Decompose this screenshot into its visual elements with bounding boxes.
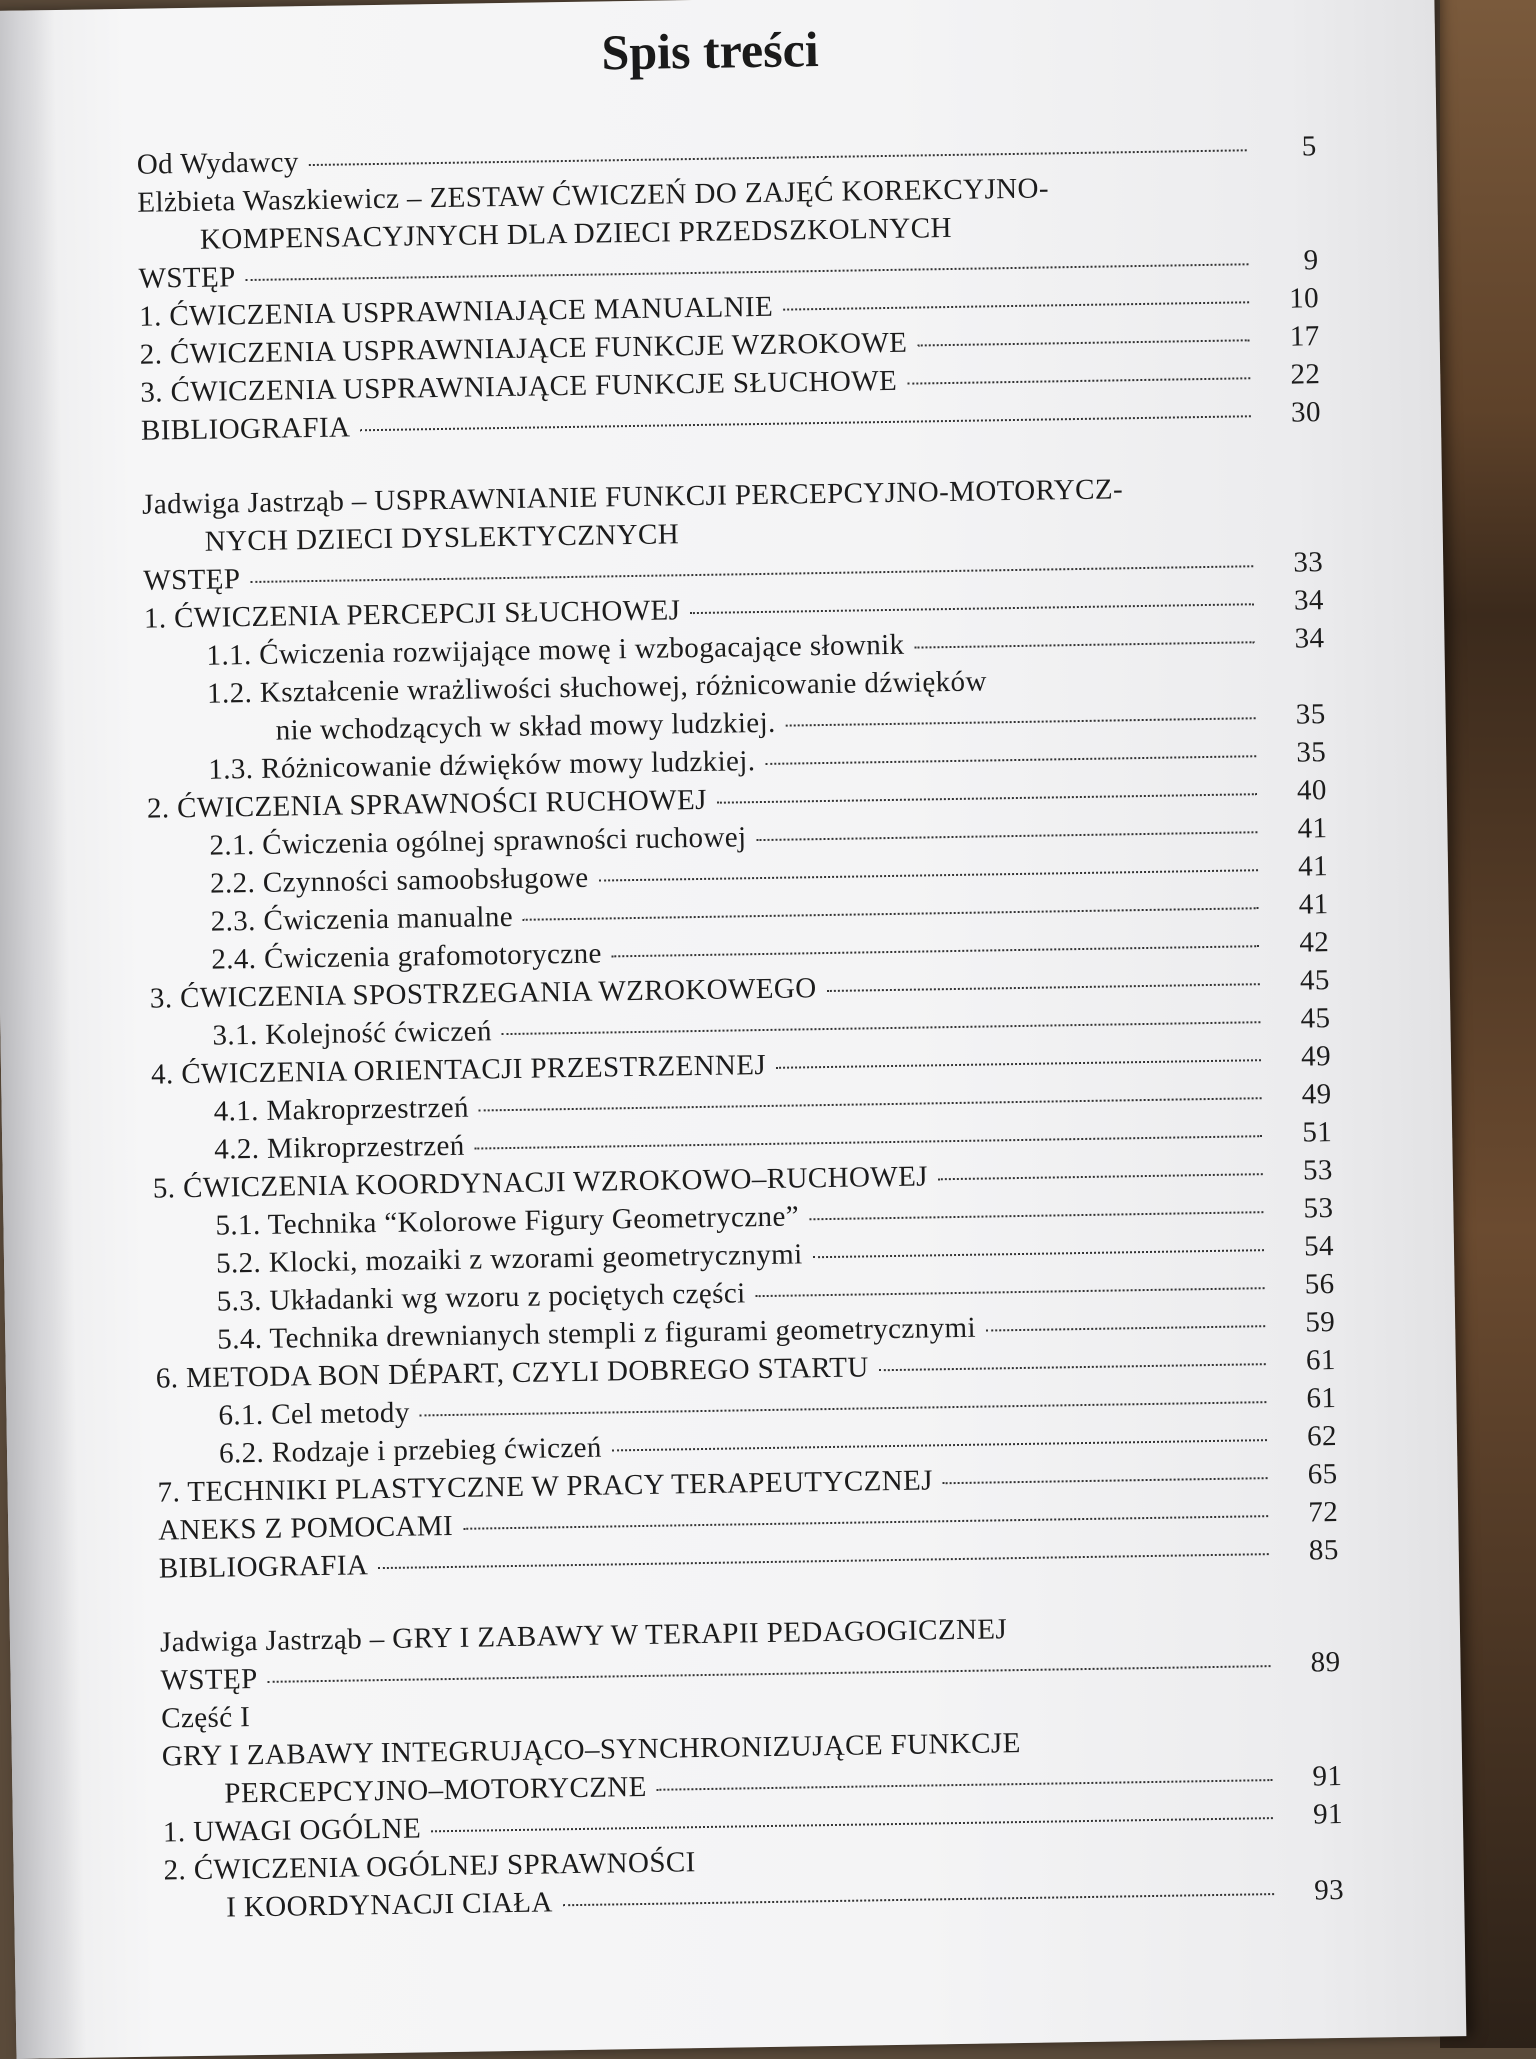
dot-leader — [523, 907, 1259, 921]
toc-entry-title: 2.3. Ćwiczenia manualne — [210, 900, 514, 938]
toc-entry-title: Jadwiga Jastrząb – GRY I ZABAWY W TERAPII PEDAGOGICZNEJ — [159, 1613, 1008, 1659]
toc-entry-page-number — [1262, 495, 1322, 496]
toc-entry-title: Od Wydawcy — [136, 146, 300, 181]
toc-entry-title: 2. ĆWICZENIA OGÓLNEJ SPRAWNOŚCI — [163, 1846, 696, 1887]
toc-entry-page-number: 9 — [1303, 244, 1319, 277]
toc-entry-title: nie wchodzących w skład mowy ludzkiej. — [275, 706, 776, 747]
dot-leader — [309, 149, 1247, 166]
toc-entry-page-number — [1263, 533, 1323, 534]
toc-entry-title: 1. ĆWICZENIA USPRAWNIAJĄCE MANUALNIE — [138, 290, 774, 333]
toc-entry-title: 5.4. Technika drewnianych stempli z figurami geometrycznymi — [217, 1311, 977, 1356]
dot-leader — [765, 755, 1256, 765]
toc-entry-title: 3.1. Kolejność ćwiczeń — [212, 1015, 493, 1052]
toc-entry-title: Elżbieta Waszkiewicz – ZESTAW ĆWICZEŃ DO ZAJĘĆ KOREKCYJNO- — [137, 172, 1050, 219]
toc-entry-title: BIBLIOGRAFIA — [140, 411, 351, 447]
toc-entry-title: 1. UWAGI OGÓLNE — [162, 1812, 422, 1849]
toc-entry-page-number: 72 — [1308, 1496, 1339, 1529]
toc-entry-page-number: 33 — [1293, 546, 1324, 579]
dot-leader — [783, 301, 1249, 310]
toc-entry-title: 1.1. Ćwiczenia rozwijające mowę i wzbogacające słownik — [206, 628, 905, 672]
dot-leader — [907, 377, 1250, 384]
toc-entry-page-number: 17 — [1289, 320, 1320, 353]
dot-leader — [757, 831, 1258, 841]
toc-entry-title: 4.2. Mikroprzestrzeń — [214, 1129, 465, 1166]
dot-leader — [599, 869, 1258, 881]
toc-entry-title: WSTĘP — [138, 261, 236, 295]
toc-entry-page-number: 53 — [1302, 1154, 1334, 1187]
toc-entry-title: Jadwiga Jastrząb – USPRAWNIANIE FUNKCJI PERCEPCYJNO-MOTORYCZ- — [141, 473, 1124, 521]
toc-entry-page-number — [1258, 231, 1318, 232]
dot-leader — [420, 1401, 1267, 1416]
toc-entry-title: 2. ĆWICZENIA USPRAWNIAJĄCE FUNKCJE WZROKOWE — [139, 326, 908, 371]
dot-leader — [463, 1515, 1268, 1530]
toc-entry-title: 1.2. Kształcenie wrażliwości słuchowej, różnicowanie dźwięków — [206, 665, 988, 710]
dot-leader — [360, 415, 1250, 431]
dot-leader — [479, 1097, 1262, 1111]
toc-entry-page-number: 93 — [1313, 1873, 1345, 1907]
toc-entry-page-number — [1281, 1709, 1341, 1710]
dot-leader — [986, 1325, 1265, 1331]
toc-entry-title: 5.2. Klocki, mozaiki z wzorami geometrycznymi — [215, 1238, 803, 1280]
toc-entry-page-number: 56 — [1304, 1268, 1335, 1301]
toc-entry-page-number — [1284, 1861, 1344, 1862]
toc-entry-page-number: 35 — [1295, 698, 1326, 731]
dot-leader — [690, 603, 1254, 614]
toc-entry-title: 1.3. Różnicowanie dźwięków mowy ludzkiej. — [208, 745, 756, 786]
dot-leader — [612, 945, 1259, 957]
toc-entry-title: I KOORDYNACJI CIAŁA — [225, 1886, 554, 1924]
dot-leader — [378, 1553, 1268, 1569]
toc-entry-title: 5.1. Technika “Kolorowe Figury Geometryczne” — [215, 1200, 800, 1242]
toc-entry-title: WSTĘP — [160, 1663, 258, 1697]
dot-leader — [657, 1779, 1273, 1791]
toc-entry-page-number: 62 — [1306, 1420, 1338, 1453]
toc-entry-page-number: 22 — [1290, 358, 1321, 391]
toc-entry-title: 6.2. Rodzaje i przebieg ćwiczeń — [218, 1431, 603, 1470]
toc-entry-title: 6. METODA BON DÉPART, CZYLI DOBREGO STARTU — [155, 1351, 869, 1395]
toc-entry-title: 4.1. Makroprzestrzeń — [213, 1091, 470, 1128]
dot-leader — [268, 1665, 1271, 1683]
dot-leader — [943, 1477, 1268, 1484]
toc-entry-title: 2.4. Ćwiczenia grafomotoryczne — [211, 937, 602, 976]
toc-entry-page-number: 59 — [1305, 1306, 1336, 1339]
dot-leader — [879, 1363, 1266, 1371]
toc-entry-page-number — [1280, 1633, 1340, 1634]
dot-leader — [612, 1439, 1267, 1451]
toc-entry-title: 2. ĆWICZENIA SPRAWNOŚCI RUCHOWEJ — [146, 783, 707, 825]
dot-leader — [786, 717, 1256, 726]
toc-entry-title: NYCH DZIECI DYSLEKTYCZNYCH — [204, 518, 680, 558]
dot-leader — [502, 1021, 1261, 1035]
dot-leader — [914, 641, 1254, 648]
toc-entry-page-number: 10 — [1288, 282, 1320, 315]
toc-entry-page-number: 41 — [1297, 850, 1329, 883]
toc-entry-page-number: 30 — [1290, 396, 1322, 429]
toc-entry-title: 6.1. Cel metody — [218, 1396, 410, 1432]
toc-entry-page-number: 91 — [1312, 1798, 1344, 1831]
toc-entry-title: 7. TECHNIKI PLASTYCZNE W PRACY TERAPEUTYCZNEJ — [157, 1464, 934, 1509]
toc-entry-page-number: 41 — [1298, 888, 1329, 921]
toc-entry-title: Część I — [160, 1701, 251, 1735]
toc-entry-page-number: 34 — [1293, 584, 1325, 617]
toc-entry-page-number: 35 — [1296, 736, 1327, 769]
toc-entry-title: 5. ĆWICZENIA KOORDYNACJI WZROKOWO–RUCHOWEJ — [152, 1160, 929, 1205]
dot-leader — [717, 793, 1257, 803]
toc-entry-title: 2.2. Czynności samoobsługowe — [209, 861, 589, 900]
toc-entry-page-number: 34 — [1294, 622, 1325, 655]
page-spine-shadow — [0, 10, 87, 2059]
dot-leader — [813, 1249, 1264, 1258]
dot-leader — [756, 1287, 1265, 1297]
dot-leader — [917, 339, 1249, 346]
dot-leader — [827, 983, 1260, 992]
dot-leader — [475, 1135, 1263, 1149]
toc-entry-page-number: 51 — [1302, 1116, 1333, 1149]
toc-entry-page-number: 65 — [1307, 1458, 1338, 1491]
dot-leader — [246, 263, 1249, 281]
toc-entry-title: BIBLIOGRAFIA — [158, 1549, 369, 1585]
dot-leader — [431, 1817, 1273, 1832]
toc-entry-title: 5.3. Układanki wg wzoru z pociętych części — [216, 1277, 746, 1318]
toc-entry-title: PERCEPCYJNO–MOTORYCZNE — [224, 1770, 647, 1810]
page-title: Spis treści — [601, 21, 820, 81]
toc-entry-page-number — [1265, 685, 1325, 686]
toc-entry-page-number: 91 — [1312, 1760, 1343, 1793]
toc-entry-page-number — [1257, 193, 1317, 194]
toc-entry-page-number: 45 — [1299, 964, 1331, 997]
toc-entry-title: 2.1. Ćwiczenia ogólnej sprawności ruchowej — [209, 821, 747, 862]
toc-entry-title: ANEKS Z POMOCAMI — [158, 1509, 454, 1547]
dot-leader — [938, 1173, 1263, 1180]
toc-entry-page-number: 61 — [1306, 1382, 1337, 1415]
toc-entry-page-number: 5 — [1301, 130, 1317, 163]
toc-entry-title: 4. ĆWICZENIA ORIENTACJI PRZESTRZENNEJ — [150, 1048, 767, 1091]
toc-entry-page-number — [1282, 1747, 1342, 1748]
toc-entry-page-number: 45 — [1300, 1002, 1331, 1035]
toc-entry-page-number: 53 — [1303, 1192, 1334, 1225]
toc-entry-page-number: 49 — [1301, 1078, 1332, 1111]
toc-entry-page-number: 61 — [1305, 1344, 1336, 1377]
toc-entry-page-number: 49 — [1300, 1040, 1332, 1073]
toc-entry-title: WSTĘP — [143, 563, 241, 597]
toc-entry-page-number: 85 — [1308, 1534, 1339, 1567]
toc-entry-title: KOMPENSACYJNYCH DLA DZIECI PRZEDSZKOLNYCH — [199, 211, 953, 256]
toc-entry-title: 3. ĆWICZENIA SPOSTRZEGANIA WZROKOWEGO — [149, 972, 817, 1015]
toc-entry-title: 1. ĆWICZENIA PERCEPCJI SŁUCHOWEJ — [143, 594, 681, 635]
dot-leader — [250, 565, 1253, 583]
table-of-contents — [137, 130, 1345, 1930]
toc-entry-page-number: 41 — [1297, 812, 1328, 845]
toc-entry-page-number: 54 — [1303, 1230, 1335, 1263]
toc-entry-title: GRY I ZABAWY INTEGRUJĄCO–SYNCHRONIZUJĄCE FUNKCJE — [161, 1727, 1021, 1773]
toc-entry-page-number: 40 — [1296, 774, 1328, 807]
toc-entry-page-number: 42 — [1299, 926, 1330, 959]
dot-leader — [563, 1893, 1274, 1906]
toc-entry-page-number: 89 — [1310, 1646, 1341, 1679]
dot-leader — [809, 1211, 1263, 1220]
toc-entry-title: 3. ĆWICZENIA USPRAWNIAJĄCE FUNKCJE SŁUCHOWE — [140, 364, 898, 409]
dot-leader — [776, 1059, 1261, 1069]
